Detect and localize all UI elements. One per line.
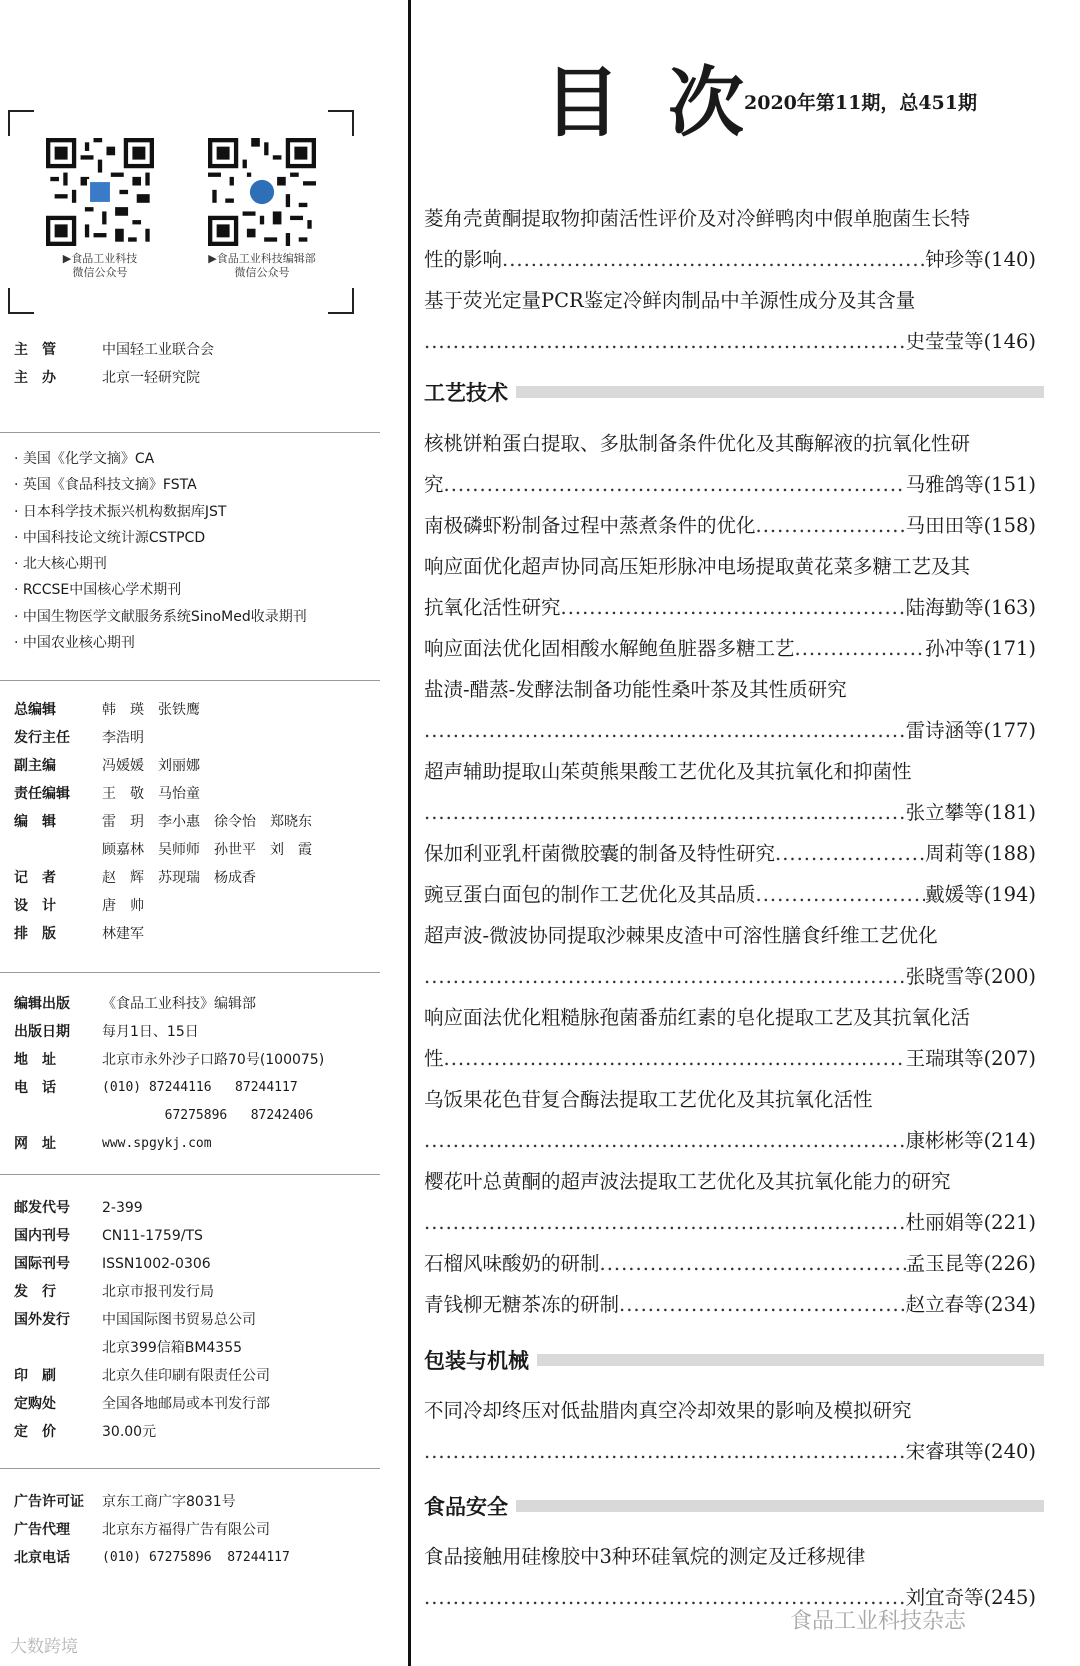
qr-code-icon [46, 138, 154, 246]
frame-corner [8, 288, 34, 314]
list-item: · 日本科学技术振兴机构数据库JST [14, 499, 307, 525]
author-page: 雷诗涵等(177) [905, 719, 1036, 742]
author-page: 张晓雪等(200) [905, 965, 1036, 988]
info-row: 电 话 (010) 87244116 87244117 [14, 1080, 298, 1096]
toc-entry[interactable]: 豌豆蛋白面包的制作工艺优化及其品质 ..... 戴媛等(194) [424, 874, 1036, 915]
info-row: 总编辑 韩 瑛 张铁鹰 [14, 702, 200, 718]
author-page: 刘宜奇等(245) [905, 1586, 1036, 1609]
info-row: 国内刊号 CN11-1759/TS [14, 1228, 203, 1244]
codes-block [14, 1194, 270, 1446]
list-item: · 中国生物医学文献服务系统SinoMed收录期刊 [14, 604, 307, 630]
qr-caption: ▶食品工业科技编辑部 微信公众号 [208, 252, 316, 279]
author-page: 康彬彬等(214) [905, 1129, 1036, 1152]
list-item: · 北大核心期刊 [14, 551, 307, 577]
toc-entry[interactable]: 响应面法优化粗糙脉孢菌番茄红素的皂化提取工艺及其抗氧化活 性 ..... 王瑞琪等(207) [424, 997, 1036, 1079]
toc-entry[interactable]: 响应面法优化固相酸水解鲍鱼脏器多糖工艺 ..... 孙冲等(171) [424, 628, 1036, 669]
info-row: 出版日期 每月1日、15日 [14, 1024, 199, 1040]
frame-corner [8, 110, 34, 136]
sponsor-block [14, 336, 214, 392]
info-row: 国际刊号 ISSN1002-0306 [14, 1256, 211, 1272]
info-row: 编 辑 雷 玥 李小惠 徐令怡 郑晓东 [14, 814, 312, 830]
info-row: 编辑出版 《食品工业科技》编辑部 [14, 996, 256, 1012]
info-row: 记 者 赵 辉 苏现瑞 杨成香 [14, 870, 256, 886]
info-row: 定购处 全国各地邮局或本刊发行部 [14, 1396, 270, 1412]
info-row: 印 刷 北京久佳印刷有限责任公司 [14, 1368, 270, 1384]
qr-code-icon [208, 138, 316, 246]
info-row: 北京电话 (010) 67275896 87244117 [14, 1550, 290, 1566]
toc-entry[interactable]: 菱角壳黄酮提取物抑菌活性评价及对冷鲜鸭肉中假单胞菌生长特 性的影响 ..... 钟珍等(140) [424, 198, 1036, 280]
list-item: · 中国科技论文统计源CSTPCD [14, 525, 307, 551]
indexed-databases [14, 446, 307, 656]
toc-entry[interactable]: 食品接触用硅橡胶中3种环硅氧烷的测定及迁移规律 ..... 刘宜奇等(245) [424, 1536, 1036, 1618]
qr-wechat-journal [30, 138, 170, 280]
author-page: 史莹莹等(146) [905, 330, 1036, 353]
info-row: 排 版 林建军 [14, 926, 144, 942]
info-row: 副主编 冯媛媛 刘丽娜 [14, 758, 200, 774]
author-page: 宋睿琪等(240) [905, 1440, 1036, 1463]
author-page: 孙冲等(171) [925, 637, 1036, 660]
list-item: · RCCSE中国核心学术期刊 [14, 577, 307, 603]
table-of-contents [424, 0, 1044, 1666]
page-title: 目次 [544, 58, 792, 147]
toc-entry[interactable]: 核桃饼粕蛋白提取、多肽制备条件优化及其酶解液的抗氧化性研 究 ..... 马雅鸽等(151) [424, 423, 1036, 505]
list-item: · 中国农业核心期刊 [14, 630, 307, 656]
author-page: 张立攀等(181) [905, 801, 1036, 824]
author-page: 马雅鸽等(151) [905, 473, 1036, 496]
info-row: 网 址 www.spgykj.com [14, 1136, 212, 1152]
info-row: 发 行 北京市报刊发行局 [14, 1284, 214, 1300]
toc-entry[interactable]: 南极磷虾粉制备过程中蒸煮条件的优化 ..... 马田田等(158) [424, 505, 1036, 546]
toc-entry[interactable]: 基于荧光定量PCR鉴定冷鲜肉制品中羊源性成分及其含量 ..... 史莹莹等(146) [424, 280, 1036, 362]
info-row: 广告许可证 京东工商广字8031号 [14, 1494, 236, 1510]
author-page: 戴媛等(194) [925, 883, 1036, 906]
info-row: 责任编辑 王 敬 马怡童 [14, 786, 200, 802]
watermark-right: 食品工业科技杂志 [790, 1609, 967, 1634]
staff-block [14, 696, 312, 948]
divider [0, 1468, 380, 1469]
watermark-left: 大数跨境 [10, 1637, 78, 1657]
toc-entry[interactable]: 响应面优化超声协同高压矩形脉冲电场提取黄花菜多糖工艺及其 抗氧化活性研究 ..... 陆海勤等(163) [424, 546, 1036, 628]
info-row: 北京399信箱BM4355 [102, 1340, 243, 1356]
info-row: 定 价 30.00元 [14, 1424, 157, 1440]
divider [0, 1174, 380, 1175]
info-row: 67275896 87242406 [102, 1108, 314, 1123]
author-page: 陆海勤等(163) [905, 596, 1036, 619]
info-row: 设 计 唐 帅 [14, 898, 144, 914]
info-row: 顾嘉林 吴师师 孙世平 刘 霞 [102, 842, 312, 858]
toc-entry[interactable]: 盐渍-醋蒸-发酵法制备功能性桑叶茶及其性质研究 ..... 雷诗涵等(177) [424, 669, 1036, 751]
toc-entry[interactable]: 乌饭果花色苷复合酶法提取工艺优化及其抗氧化活性 ..... 康彬彬等(214) [424, 1079, 1036, 1161]
toc-entry[interactable]: 青钱柳无糖茶冻的研制 ..... 赵立春等(234) [424, 1284, 1036, 1325]
info-row: 广告代理 北京东方福得广告有限公司 [14, 1522, 270, 1538]
frame-corner [328, 288, 354, 314]
author-page: 周莉等(188) [925, 842, 1036, 865]
info-row: 国外发行 中国国际图书贸易总公司 [14, 1312, 256, 1328]
author-page: 钟珍等(140) [925, 248, 1036, 271]
info-row: 发行主任 李浩明 [14, 730, 144, 746]
section-heading: 食品安全 [424, 1491, 1044, 1521]
author-page: 赵立春等(234) [905, 1293, 1036, 1316]
list-item: · 美国《化学文摘》CA [14, 446, 307, 472]
publish-block [14, 990, 324, 1158]
toc-entry[interactable]: 超声辅助提取山茱萸熊果酸工艺优化及其抗氧化和抑菌性 ..... 张立攀等(181) [424, 751, 1036, 833]
masthead-column [0, 0, 400, 1666]
toc-entry[interactable]: 保加利亚乳杆菌微胶囊的制备及特性研究 ..... 周莉等(188) [424, 833, 1036, 874]
divider [0, 680, 380, 681]
author-page: 杜丽娟等(221) [905, 1211, 1036, 1234]
author-page: 孟玉昆等(226) [905, 1252, 1036, 1275]
divider [0, 972, 380, 973]
info-row: 主 办 北京一轻研究院 [14, 370, 200, 386]
info-row: 主 管 中国轻工业联合会 [14, 342, 214, 358]
toc-entry[interactable]: 超声波-微波协同提取沙棘果皮渣中可溶性膳食纤维工艺优化 ..... 张晓雪等(200) [424, 915, 1036, 997]
column-divider [408, 0, 411, 1666]
section-heading: 工艺技术 [424, 377, 1044, 407]
toc-entry[interactable]: 樱花叶总黄酮的超声波法提取工艺优化及其抗氧化能力的研究 ..... 杜丽娟等(221) [424, 1161, 1036, 1243]
frame-corner [328, 110, 354, 136]
qr-frame [8, 110, 354, 314]
toc-entry[interactable]: 石榴风味酸奶的研制 ..... 孟玉昆等(226) [424, 1243, 1036, 1284]
info-row: 地 址 北京市永外沙子口路70号(100075) [14, 1052, 325, 1068]
info-row: 邮发代号 2-399 [14, 1200, 143, 1216]
qr-wechat-editorial [192, 138, 332, 280]
toc-entry[interactable]: 不同冷却终压对低盐腊肉真空冷却效果的影响及模拟研究 ..... 宋睿琪等(240) [424, 1390, 1036, 1472]
author-page: 王瑞琪等(207) [905, 1047, 1036, 1070]
author-page: 马田田等(158) [905, 514, 1036, 537]
list-item: · 英国《食品科技文摘》FSTA [14, 472, 307, 498]
qr-caption: ▶食品工业科技 微信公众号 [62, 252, 138, 279]
issue-number: 2020年第11期，总451期 [744, 92, 977, 114]
divider [0, 432, 380, 433]
section-heading: 包装与机械 [424, 1345, 1044, 1375]
ads-block [14, 1488, 290, 1572]
